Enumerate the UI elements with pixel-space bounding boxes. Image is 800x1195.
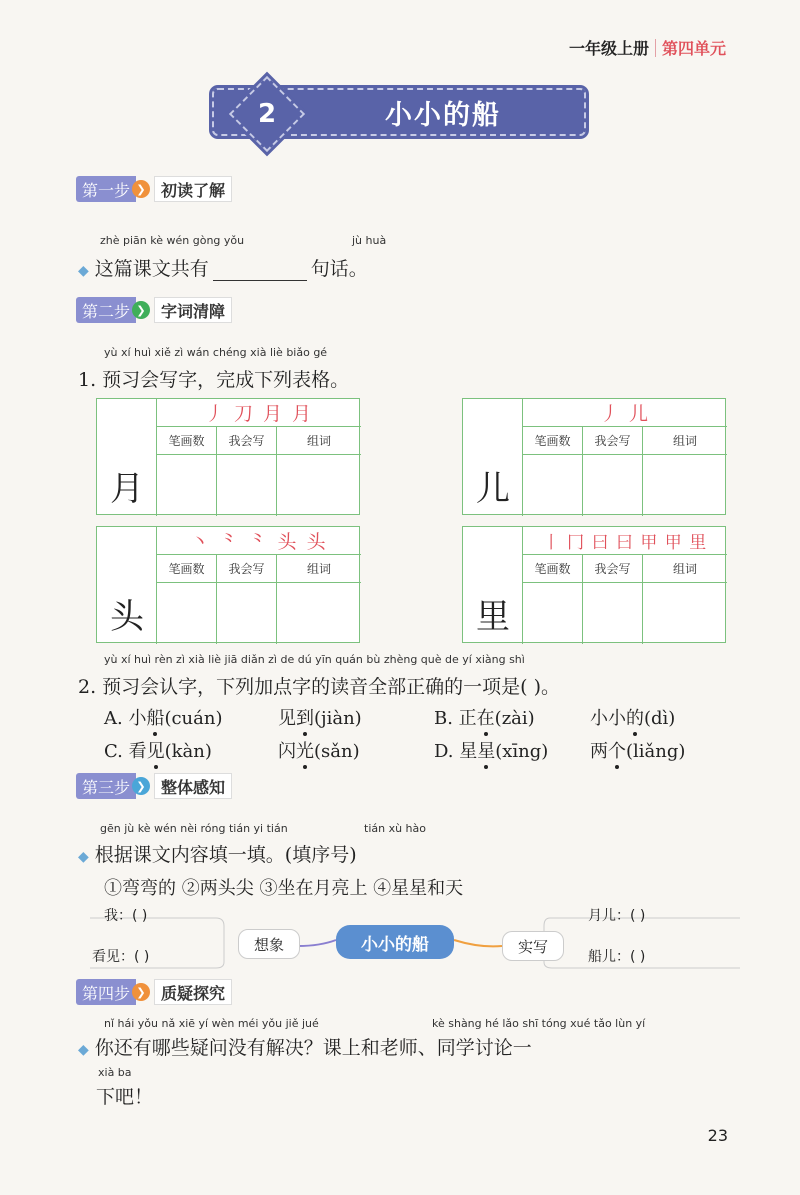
opt-text: D. 星 xyxy=(434,741,478,762)
step4-label xyxy=(76,979,232,1005)
diamond-bullet-icon: ◆ xyxy=(78,1042,89,1058)
option-a1[interactable] xyxy=(104,704,223,730)
arrow-right-icon: ❯ xyxy=(132,983,150,1001)
mindmap-see[interactable]: 看见：( ) xyxy=(92,949,150,965)
header-word: 组词 xyxy=(643,555,727,583)
header-divider xyxy=(655,39,656,57)
step1-name: 初读了解 xyxy=(154,176,232,202)
dotted-char: 的 xyxy=(626,708,644,729)
big-char: 儿 xyxy=(476,468,510,509)
dotted-char: 见 xyxy=(146,741,165,762)
header-write: 我会写 xyxy=(583,555,643,583)
header-write: 我会写 xyxy=(583,427,643,455)
header-stroke-count: 笔画数 xyxy=(157,555,217,583)
stroke-count-cell[interactable] xyxy=(523,583,583,644)
stroke-order: 丶 ⺀ ⺀ 头 头 xyxy=(157,527,361,555)
big-char-cell xyxy=(463,399,523,516)
writing-table-er xyxy=(462,398,726,515)
stroke-order: 丿 儿 xyxy=(523,399,727,427)
step1-pinyin-b: jù huà xyxy=(352,234,387,247)
arrow-right-icon: ❯ xyxy=(132,777,150,795)
step3-pinyin-a: gēn jù kè wén nèi róng tián yi tián xyxy=(100,822,288,835)
q2-pinyin: yù xí huì rèn zì xià liè jiā diǎn zì de dú yīn quán bù zhèng què de yí xiàng shì xyxy=(104,653,525,666)
step4-text-b: 下吧！ xyxy=(96,1086,154,1108)
header-stroke-count: 笔画数 xyxy=(157,427,217,455)
opt-pinyin: (sǎn) xyxy=(314,741,360,762)
step1-pinyin-a: zhè piān kè wén gòng yǒu xyxy=(100,234,245,247)
opt-pinyin: (xīng) xyxy=(495,741,549,762)
q1-text: 1. 预习会写字，完成下列表格。 xyxy=(78,369,350,391)
option-d2[interactable] xyxy=(590,737,685,763)
header-write: 我会写 xyxy=(217,427,277,455)
realistic-node: 实写 xyxy=(502,931,564,961)
q2-text: 2. 预习会认字，下列加点字的读音全部正确的一项是( )。 xyxy=(78,676,561,698)
q1-pinyin: yù xí huì xiě zì wán chéng xià liè biǎo gé xyxy=(104,346,328,359)
step1-label xyxy=(76,176,232,202)
header-write: 我会写 xyxy=(217,555,277,583)
option-b2[interactable] xyxy=(590,704,675,730)
option-a2[interactable] xyxy=(278,704,362,730)
big-char-cell xyxy=(463,527,523,644)
step2-number: 第二步 xyxy=(76,297,136,323)
step4-text-a: 你还有哪些疑问没有解决？课上和老师、同学讨论一 xyxy=(94,1037,532,1059)
stroke-count-cell[interactable] xyxy=(523,455,583,516)
page-number: 23 xyxy=(707,1126,728,1145)
big-char: 头 xyxy=(110,596,144,637)
write-cell[interactable] xyxy=(583,455,643,516)
arrow-right-icon: ❯ xyxy=(132,301,150,319)
word-cell[interactable] xyxy=(643,455,727,516)
opt-pinyin: (zài) xyxy=(494,708,535,729)
diamond-bullet-icon: ◆ xyxy=(78,849,89,865)
big-char-cell xyxy=(97,399,157,516)
diamond-bullet-icon: ◆ xyxy=(78,263,89,279)
step4-pinyin-b: kè shàng hé lǎo shī tóng xué tǎo lùn yí xyxy=(432,1017,646,1030)
sentence-count-blank[interactable] xyxy=(213,263,307,281)
imagination-node: 想象 xyxy=(238,929,300,959)
step1-number: 第一步 xyxy=(76,176,136,202)
header-word: 组词 xyxy=(643,427,727,455)
step3-name: 整体感知 xyxy=(154,773,232,799)
header-word: 组词 xyxy=(277,427,361,455)
word-cell[interactable] xyxy=(643,583,727,644)
header-stroke-count: 笔画数 xyxy=(523,427,583,455)
dotted-char: 个 xyxy=(608,741,626,762)
dotted-char: 在 xyxy=(476,708,495,729)
step4-pinyin-c: xià ba xyxy=(98,1066,132,1079)
opt-text: B. 正 xyxy=(434,708,477,729)
opt-text: A. 小 xyxy=(104,708,147,729)
mindmap-me[interactable]: 我：( ) xyxy=(104,908,148,924)
step3-question xyxy=(78,840,357,867)
step1-text-a: 这篇课文共有 xyxy=(94,258,209,280)
right-connector xyxy=(454,940,502,946)
dotted-char: 星 xyxy=(477,741,496,762)
mindmap-center: 小小的船 xyxy=(336,925,454,959)
big-char-cell xyxy=(97,527,157,644)
option-c1[interactable] xyxy=(104,737,212,763)
step3-choices: ①弯弯的 ②两头尖 ③坐在月亮上 ④星星和天 xyxy=(104,878,464,899)
lesson-title: 小小的船 xyxy=(385,99,501,131)
mindmap-moon[interactable]: 月儿：( ) xyxy=(588,908,646,924)
header-word: 组词 xyxy=(277,555,361,583)
opt-text: 两 xyxy=(590,741,608,762)
arrow-right-icon: ❯ xyxy=(132,180,150,198)
opt-pinyin: (dì) xyxy=(644,708,676,729)
writing-table-tou xyxy=(96,526,360,643)
step1-text-b: 句话。 xyxy=(310,258,368,280)
dotted-char: 光 xyxy=(296,741,314,762)
lesson-number: 2 xyxy=(257,99,277,129)
dotted-char: 船 xyxy=(146,708,165,729)
opt-pinyin: (kàn) xyxy=(164,741,212,762)
step3-number: 第三步 xyxy=(76,773,136,799)
step4-name: 质疑探究 xyxy=(154,979,232,1005)
option-d1[interactable] xyxy=(434,737,548,763)
opt-pinyin: (liǎng) xyxy=(626,741,686,762)
step4-question xyxy=(78,1033,532,1060)
stroke-count-cell[interactable] xyxy=(157,455,217,516)
opt-text: 小小 xyxy=(590,708,626,729)
big-char: 里 xyxy=(476,596,510,637)
big-char: 月 xyxy=(110,468,144,509)
left-connector xyxy=(298,940,336,946)
page-header xyxy=(569,36,726,59)
unit-label: 第四单元 xyxy=(661,39,726,58)
option-b1[interactable] xyxy=(434,704,535,730)
step4-number: 第四步 xyxy=(76,979,136,1005)
option-c2[interactable] xyxy=(278,737,360,763)
opt-text: C. 看 xyxy=(104,741,147,762)
write-cell[interactable] xyxy=(217,583,277,644)
step4-pinyin-a: nǐ hái yǒu nǎ xiē yí wèn méi yǒu jiě jué xyxy=(104,1017,319,1030)
writing-table-yue xyxy=(96,398,360,515)
header-stroke-count: 笔画数 xyxy=(523,555,583,583)
step3-label xyxy=(76,773,232,799)
step2-name: 字词清障 xyxy=(154,297,232,323)
opt-pinyin: (cuán) xyxy=(164,708,223,729)
write-cell[interactable] xyxy=(583,583,643,644)
step1-question xyxy=(78,254,368,281)
word-cell[interactable] xyxy=(277,583,361,644)
stroke-order: 丨 冂 曰 曰 甲 甲 里 xyxy=(523,527,727,555)
writing-table-li xyxy=(462,526,726,643)
opt-text: 闪 xyxy=(278,741,296,762)
stroke-count-cell[interactable] xyxy=(157,583,217,644)
grade-label: 一年级上册 xyxy=(568,39,649,58)
step3-pinyin-b: tián xù hào xyxy=(364,822,426,835)
stroke-order: 丿 刀 月 月 xyxy=(157,399,361,427)
step2-label xyxy=(76,297,232,323)
dotted-char: 到 xyxy=(296,708,314,729)
step3-text: 根据课文内容填一填。(填序号) xyxy=(94,844,357,866)
opt-text: 见 xyxy=(278,708,296,729)
opt-pinyin: (jiàn) xyxy=(314,708,362,729)
word-cell[interactable] xyxy=(277,455,361,516)
write-cell[interactable] xyxy=(217,455,277,516)
mindmap-boat[interactable]: 船儿：( ) xyxy=(588,949,646,965)
